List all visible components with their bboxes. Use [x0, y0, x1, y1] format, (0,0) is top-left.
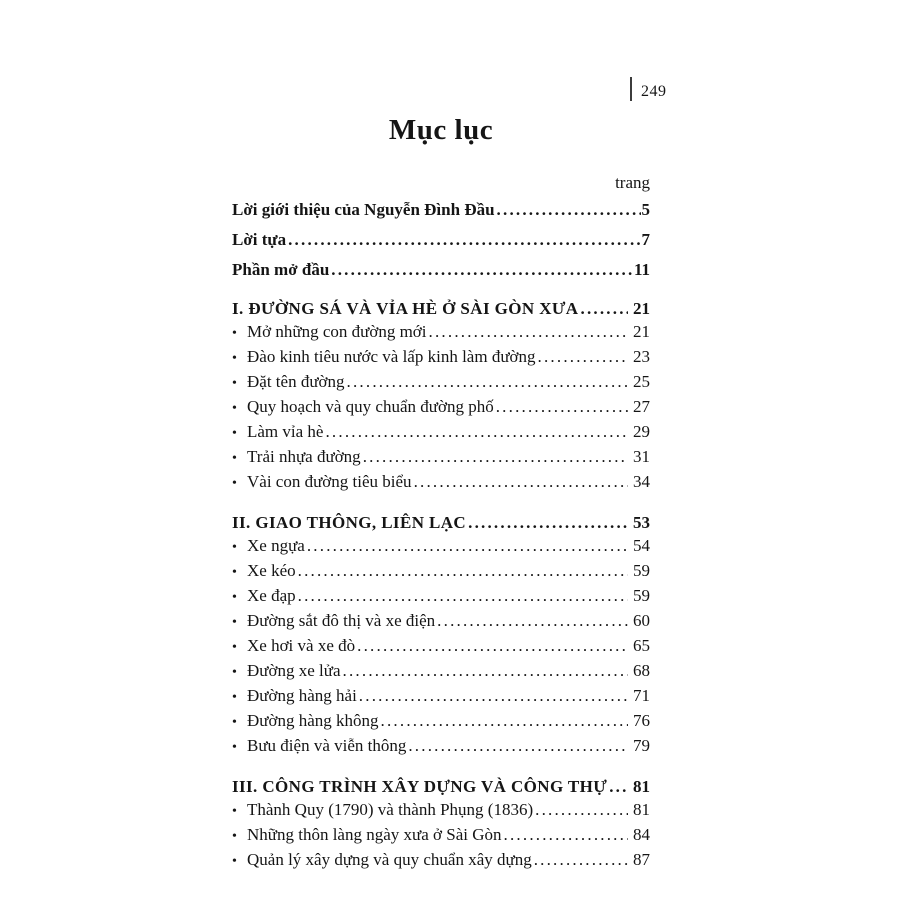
dot-leader	[538, 345, 628, 368]
toc-entry-page: 53	[633, 513, 650, 532]
toc-section	[232, 775, 650, 873]
toc-entry-page: 54	[633, 536, 650, 555]
bullet-icon: •	[232, 829, 237, 844]
dot-leader	[468, 511, 628, 534]
toc-entry-page: 29	[633, 422, 650, 441]
toc-item	[232, 823, 650, 848]
toc-item	[232, 320, 650, 345]
toc-content	[232, 0, 650, 873]
dot-leader	[437, 609, 628, 632]
toc-item	[232, 395, 650, 420]
toc-front-matter	[232, 198, 650, 281]
toc-item	[232, 559, 650, 584]
toc-entry-page: 71	[633, 686, 650, 705]
toc-entry-label: Xe kéo	[247, 561, 296, 580]
toc-entry-page: 76	[633, 711, 650, 730]
toc-item	[232, 609, 650, 634]
dot-leader	[381, 709, 628, 732]
bullet-icon: •	[232, 615, 237, 630]
toc-entry-label: Đường sắt đô thị và xe điện	[247, 611, 436, 630]
dot-leader	[534, 848, 628, 871]
page-column-label: trang	[615, 173, 650, 192]
bullet-icon: •	[232, 590, 237, 605]
dot-leader	[429, 320, 628, 343]
toc-entry-page: 81	[633, 800, 650, 819]
dot-leader	[343, 659, 628, 682]
bullet-icon: •	[232, 804, 237, 819]
toc-entry-page: 59	[633, 586, 650, 605]
bullet-icon: •	[232, 326, 237, 341]
toc-entry-label: Mở những con đường mới	[247, 322, 427, 341]
toc-item	[232, 709, 650, 734]
bullet-icon: •	[232, 426, 237, 441]
dot-leader	[581, 297, 629, 320]
toc-entry-label: Đặt tên đường	[247, 372, 345, 391]
toc-entry-page: 87	[633, 850, 650, 869]
toc-item	[232, 798, 650, 823]
dot-leader	[414, 470, 628, 493]
toc-entry-page: 11	[633, 260, 650, 279]
dot-leader	[504, 823, 628, 846]
bullet-icon: •	[232, 565, 237, 580]
toc-entry-page: 5	[641, 200, 650, 219]
toc-section	[232, 297, 650, 495]
toc-item	[232, 848, 650, 873]
dot-leader	[298, 559, 628, 582]
dot-leader	[357, 634, 628, 657]
toc-entry-label: Lời tựa	[232, 230, 287, 249]
page-title: Mục lục	[388, 114, 494, 146]
toc-entry-label: Trải nhựa đường	[247, 447, 361, 466]
toc-section	[232, 511, 650, 759]
toc-entry-label: Xe hơi và xe đò	[247, 636, 356, 655]
toc-entry-label: Lời giới thiệu của Nguyễn Đình Đầu	[232, 200, 495, 219]
toc-entry-page: 68	[633, 661, 650, 680]
toc-entry-label: I. ĐƯỜNG SÁ VÀ VỈA HÈ Ở SÀI GÒN XƯA	[232, 299, 579, 318]
toc-item	[232, 584, 650, 609]
dot-leader	[408, 734, 628, 757]
toc-entry-label: Đường hàng hải	[247, 686, 357, 705]
toc-entry-page: 65	[633, 636, 650, 655]
toc-entry-page: 21	[633, 299, 650, 318]
toc-entry-label: Đường hàng không	[247, 711, 379, 730]
toc-entry-page: 59	[633, 561, 650, 580]
dot-leader	[307, 534, 628, 557]
bullet-icon: •	[232, 401, 237, 416]
toc-entry-page: 25	[633, 372, 650, 391]
toc-entry-page: 21	[633, 322, 650, 341]
dot-leader	[331, 258, 633, 281]
bullet-icon: •	[232, 351, 237, 366]
bullet-icon: •	[232, 715, 237, 730]
toc-entry-label: II. GIAO THÔNG, LIÊN LẠC	[232, 513, 467, 532]
toc-entry-label: Thành Quy (1790) và thành Phụng (1836)	[247, 800, 534, 819]
toc-item	[232, 470, 650, 495]
toc-section-heading	[232, 775, 650, 798]
toc-item	[232, 734, 650, 759]
toc-entry-label: Quản lý xây dựng và quy chuẩn xây dựng	[247, 850, 532, 869]
bullet-icon: •	[232, 690, 237, 705]
toc-entry-page: 81	[633, 777, 650, 796]
bullet-icon: •	[232, 640, 237, 655]
toc-item	[232, 534, 650, 559]
toc-entry-page: 60	[633, 611, 650, 630]
dot-leader	[359, 684, 628, 707]
toc-entry-label: Quy hoạch và quy chuẩn đường phố	[247, 397, 494, 416]
toc-item	[232, 659, 650, 684]
toc-entry-label: Vài con đường tiêu biểu	[247, 472, 412, 491]
bullet-icon: •	[232, 476, 237, 491]
toc-item	[232, 420, 650, 445]
toc-front-entry	[232, 258, 650, 281]
dot-leader	[347, 370, 628, 393]
toc-item	[232, 684, 650, 709]
toc-section-heading	[232, 297, 650, 320]
bullet-icon: •	[232, 740, 237, 755]
toc-entry-label: Đường xe lửa	[247, 661, 341, 680]
toc-sections	[232, 297, 650, 873]
toc-item	[232, 445, 650, 470]
toc-entry-label: Bưu điện và viễn thông	[247, 736, 407, 755]
toc-item	[232, 345, 650, 370]
toc-front-entry	[232, 198, 650, 221]
toc-section-heading	[232, 511, 650, 534]
dot-leader	[298, 584, 628, 607]
bullet-icon: •	[232, 376, 237, 391]
bullet-icon: •	[232, 451, 237, 466]
toc-entry-label: Phần mở đầu	[232, 260, 330, 279]
bullet-icon: •	[232, 854, 237, 869]
toc-front-entry	[232, 228, 650, 251]
toc-entry-label: Xe ngựa	[247, 536, 305, 555]
dot-leader	[325, 420, 628, 443]
toc-entry-page: 27	[633, 397, 650, 416]
toc-entry-page: 7	[641, 230, 650, 249]
toc-entry-page: 23	[633, 347, 650, 366]
toc-item	[232, 370, 650, 395]
toc-entry-page: 79	[633, 736, 650, 755]
page-number: 249	[641, 83, 667, 100]
bullet-icon: •	[232, 540, 237, 555]
dot-leader	[535, 798, 628, 821]
toc-entry-label: Làm vỉa hè	[247, 422, 324, 441]
toc-entry-page: 34	[633, 472, 650, 491]
toc-entry-page: 84	[633, 825, 650, 844]
dot-leader	[363, 445, 628, 468]
toc-entry-label: Đào kinh tiêu nước và lấp kinh làm đường	[247, 347, 536, 366]
dot-leader	[496, 395, 628, 418]
toc-entry-label: Xe đạp	[247, 586, 296, 605]
bullet-icon: •	[232, 665, 237, 680]
dot-leader	[497, 198, 641, 221]
dot-leader	[609, 775, 628, 798]
toc-entry-label: III. CÔNG TRÌNH XÂY DỰNG VÀ CÔNG THỰ	[232, 777, 608, 796]
toc-entry-label: Những thôn làng ngày xưa ở Sài Gòn	[247, 825, 502, 844]
dot-leader	[288, 228, 640, 251]
toc-entry-page: 31	[633, 447, 650, 466]
toc-item	[232, 634, 650, 659]
